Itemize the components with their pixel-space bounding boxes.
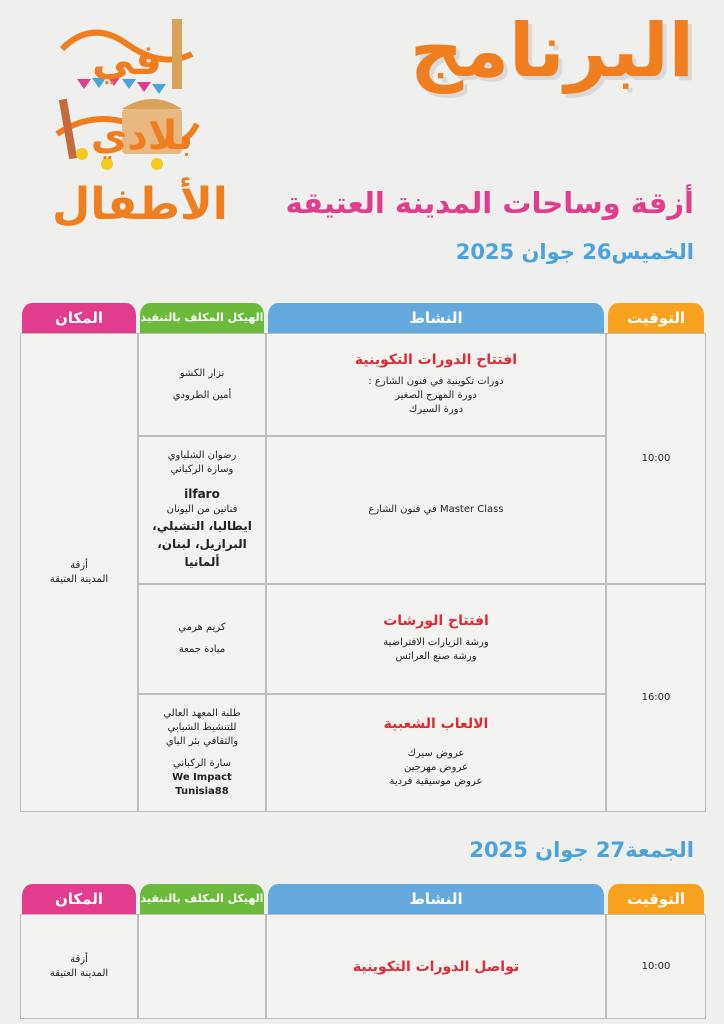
col-organizer-header: الهيكل المكلف بالتنفيذ	[138, 303, 266, 333]
organizer-cell	[138, 436, 266, 584]
activity-title: افتتاح الورشات	[383, 613, 489, 629]
activity-line: ورشة الزيارات الافتراضية	[383, 637, 489, 648]
day2-table	[20, 884, 706, 1019]
activity-cell	[266, 436, 606, 584]
organizer-line: للتنشيط الشبابي	[167, 722, 237, 733]
organizer-line: كريم هرمي	[178, 622, 226, 633]
activity-cell	[266, 914, 606, 1019]
activity-line: عروض مهرجين	[404, 762, 468, 773]
time-cell: 16:00	[606, 584, 706, 812]
activity-line: عروض موسيقية فردية	[389, 776, 483, 787]
time-cell: 10:00	[606, 914, 706, 1019]
organizer-bold: ilfaro	[184, 487, 220, 501]
organizer-line: طلبة المعهد العالي	[163, 708, 241, 719]
col-activity-header: النشاط	[266, 303, 606, 333]
col-organizer-header: الهيكل المكلف بالتنفيذ	[138, 884, 266, 914]
organizer-line: سارة الركباني	[173, 758, 231, 769]
activity-line: عروض سيرك	[407, 748, 465, 759]
col-place-header: المكان	[20, 884, 138, 914]
logo-word-3: الأطفال	[52, 179, 228, 230]
organizer-bold: البرازيل، لبنان، ألمانيا	[157, 537, 247, 569]
activity-line: Master Class في فنون الشارع	[368, 504, 504, 515]
organizer-bold: Tunisia88	[175, 786, 229, 797]
table-row	[20, 333, 706, 436]
col-place-header: المكان	[20, 303, 138, 333]
activity-title: افتتاح الدورات التكوينية	[354, 351, 518, 368]
col-activity-header: النشاط	[266, 884, 606, 914]
day1-title: الخميس26 جوان 2025	[455, 240, 694, 264]
organizer-cell	[138, 584, 266, 694]
activity-cell	[266, 333, 606, 436]
activity-line: دورة السيرك	[408, 403, 464, 415]
organizer-cell	[138, 333, 266, 436]
activity-title: تواصل الدورات التكوينية	[352, 958, 520, 975]
activity-cell	[266, 584, 606, 694]
activity-line: دورات تكوينية في فنون الشارع :	[368, 375, 504, 387]
organizer-line: فنانين من اليونان	[166, 504, 238, 515]
logo-word-1: في	[92, 35, 162, 84]
page-subtitle: أزقة وساحات المدينة العتيقة	[285, 186, 694, 220]
activity-cell	[266, 694, 606, 812]
organizer-line: نزار الكشو	[179, 367, 225, 379]
organizer-line: ميادة جمعة	[178, 644, 226, 655]
organizer-cell	[138, 694, 266, 812]
day1-table	[20, 303, 706, 812]
activity-line: دورة المهرج الصغير	[395, 389, 477, 401]
organizer-cell	[138, 914, 266, 1019]
organizer-bold: We Impact	[172, 772, 232, 783]
organizer-line: أمين الطرودي	[172, 389, 232, 401]
place-cell: أزقة المدينة العتيقة	[20, 914, 138, 1019]
page-title: البرنامج	[409, 8, 694, 94]
festival-logo	[52, 14, 228, 234]
organizer-line: وسارة الركباني	[170, 464, 234, 475]
col-time-header: التوقيت	[606, 303, 706, 333]
logo-word-2: بلادي	[90, 113, 194, 159]
activity-line: ورشة صنع العرائس	[395, 651, 477, 662]
day2-title: الجمعة27 جوان 2025	[469, 838, 694, 862]
activity-title: الالعاب الشعبية	[383, 716, 489, 732]
organizer-bold: ايطاليا، التشيلي،	[152, 519, 252, 533]
organizer-line: رضوان الشلباوي	[167, 450, 237, 461]
col-time-header: التوقيت	[606, 884, 706, 914]
organizer-line: والثقافي بئر الباي	[165, 736, 239, 747]
place-cell: أزقة المدينة العتيقة	[20, 333, 138, 812]
time-cell: 10:00	[606, 333, 706, 584]
table-row	[20, 914, 706, 1019]
